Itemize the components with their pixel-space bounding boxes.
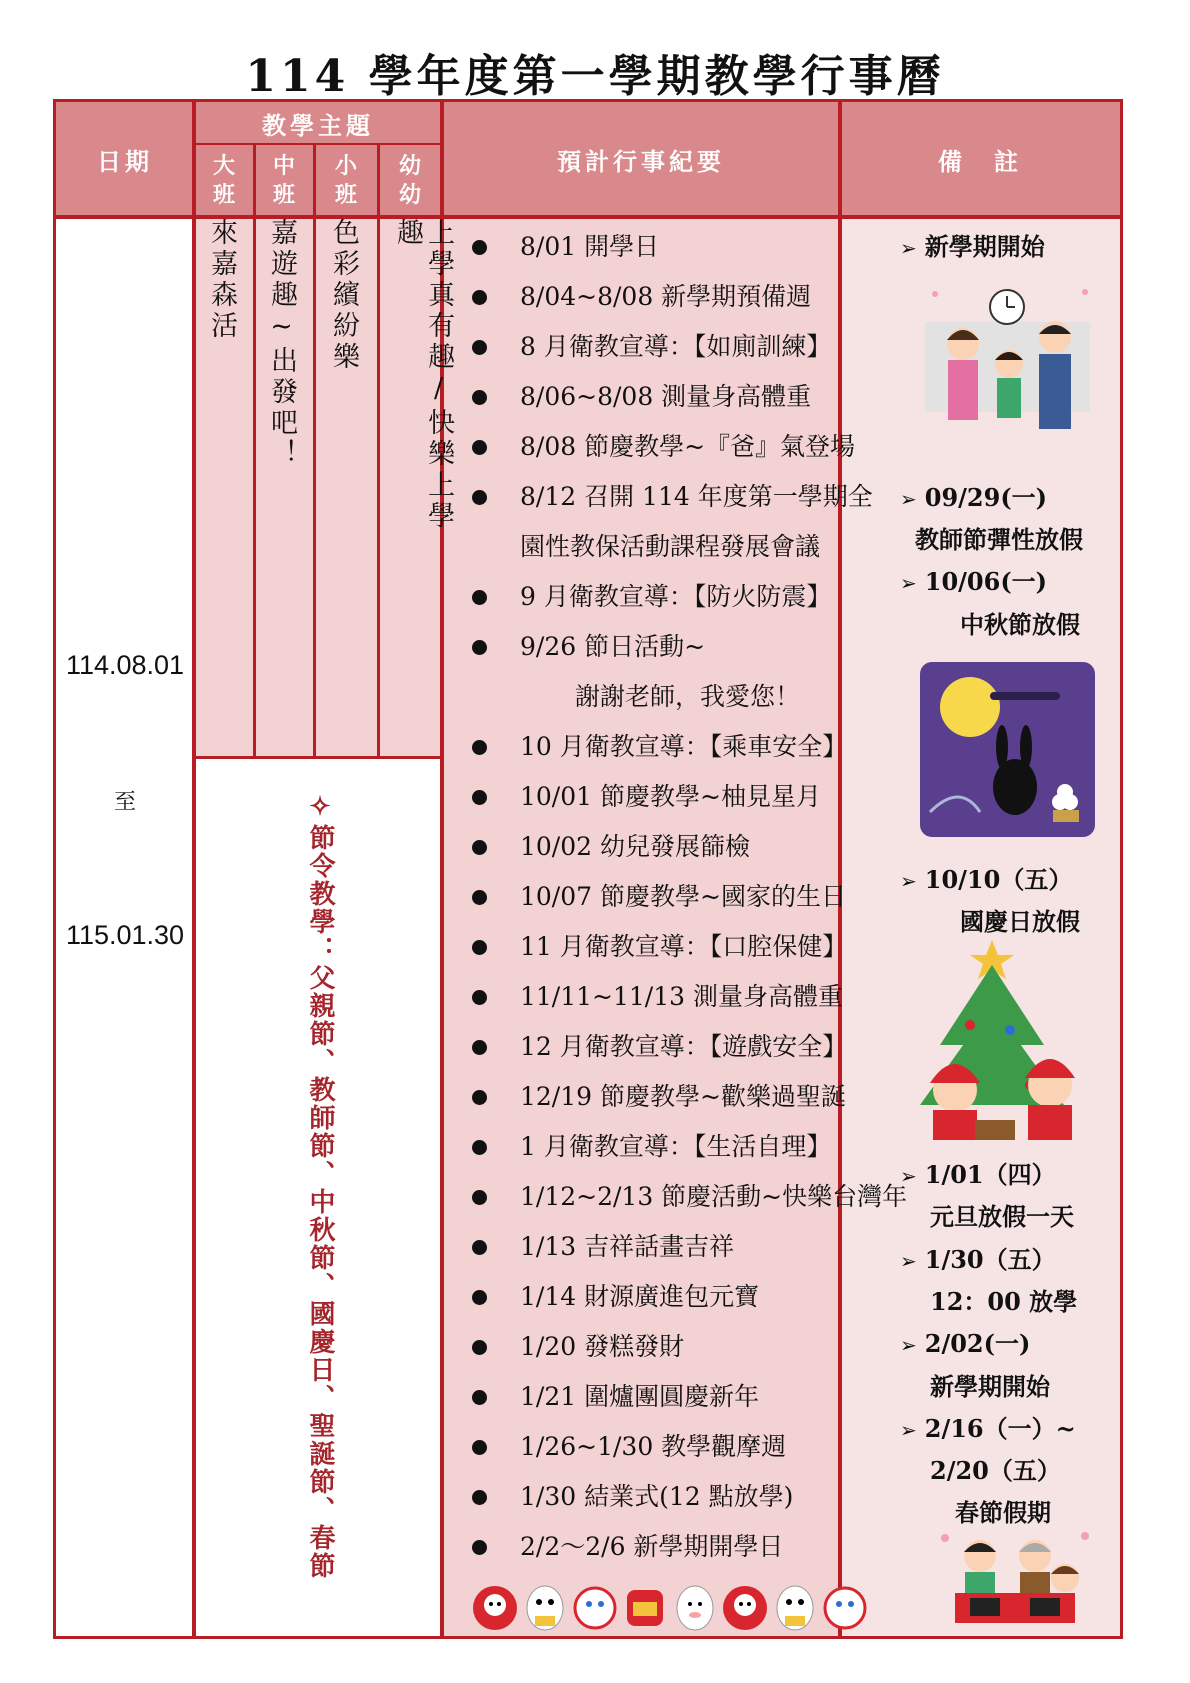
theme-header: 教學主題 <box>262 110 374 140</box>
list-item: 10 月衛教宣導：【乘車安全】 <box>460 722 890 772</box>
note-semester-end-desc: 12：00 放學 <box>930 1287 1078 1316</box>
page-title: 114 學年度第一學期教學行事曆 <box>245 51 945 102</box>
note-new-year-desc: 元旦放假一天 <box>930 1202 1074 1231</box>
bullet-icon <box>472 1290 487 1305</box>
list-item: 1 月衛教宣導：【生活自理】 <box>460 1122 890 1172</box>
note-spring-festival-dates: 2/20（五） <box>930 1456 1061 1485</box>
bullet-icon <box>472 1390 487 1405</box>
list-item: 1/30 結業式(12 點放學) <box>460 1472 890 1522</box>
list-item: 1/13 吉祥話畫吉祥 <box>460 1222 890 1272</box>
bullet-icon <box>472 640 487 655</box>
arrow-icon: ➢ <box>900 236 917 260</box>
note-next-semester-desc: 新學期開始 <box>930 1372 1050 1401</box>
bullet-icon <box>472 240 487 255</box>
notes-header: 備 註 <box>938 147 1022 176</box>
arrow-icon: ➢ <box>900 487 917 511</box>
theme-big-class: 來嘉森活 <box>206 218 238 342</box>
bullet-icon <box>472 290 487 305</box>
family-illustration-icon <box>915 282 1100 452</box>
list-item: 8/12 召開 114 年度第一學期全 <box>460 472 890 522</box>
list-item: 10/01 節慶教學~柚見星月 <box>460 772 890 822</box>
bullet-icon <box>472 990 487 1005</box>
bullet-icon <box>472 1340 487 1355</box>
list-item: 1/20 發糕發財 <box>460 1322 890 1372</box>
bullet-icon <box>472 1090 487 1105</box>
list-item: 1/21 圍爐團圓慶新年 <box>460 1372 890 1422</box>
list-item: 1/14 財源廣進包元寶 <box>460 1272 890 1322</box>
list-item: 1/12~2/13 節慶活動~快樂台灣年 <box>460 1172 890 1222</box>
event-list <box>460 222 908 1572</box>
class-header-big: 大 班 <box>212 152 235 208</box>
list-item: 10/02 幼兒發展篩檢 <box>460 822 890 872</box>
note-teachers-day-desc: 教師節彈性放假 <box>915 525 1083 554</box>
arrow-icon: ➢ <box>900 1333 917 1357</box>
events-header: 預計行事紀要 <box>557 147 725 176</box>
class-header-mid: 中 班 <box>272 152 295 208</box>
note-spring-festival-desc: 春節假期 <box>955 1498 1051 1527</box>
new-year-family-illustration-icon <box>935 1528 1095 1633</box>
note-next-semester: ➢ 2/02(一) <box>900 1329 1031 1358</box>
note-semester-end: ➢ 1/30（五） <box>900 1245 1056 1274</box>
bullet-icon <box>472 1490 487 1505</box>
list-item: 9/26 節日活動~ <box>460 622 890 672</box>
list-item-continuation: 園性教保活動課程發展會議 <box>520 532 821 561</box>
bullet-icon <box>472 790 487 805</box>
note-spring-festival: ➢ 2/16（一）~ <box>900 1414 1076 1443</box>
list-item-continuation: 謝謝老師，我愛您！ <box>575 682 801 711</box>
list-item: 12 月衛教宣導：【遊戲安全】 <box>460 1022 890 1072</box>
bullet-icon <box>472 1040 487 1055</box>
arrow-icon: ➢ <box>900 1249 917 1273</box>
list-item: 1/26~1/30 教學觀摩週 <box>460 1422 890 1472</box>
bullet-icon <box>472 1540 487 1555</box>
date-header: 日期 <box>97 147 153 176</box>
bullet-icon <box>472 740 487 755</box>
bullet-icon <box>472 840 487 855</box>
arrow-icon: ➢ <box>900 1164 917 1188</box>
bullet-icon <box>472 1240 487 1255</box>
note-new-semester: ➢ 新學期開始 <box>900 232 1045 261</box>
date-separator: 至 <box>113 790 136 815</box>
list-item: 12/19 節慶教學~歡樂過聖誕 <box>460 1072 890 1122</box>
new-year-mascots-row-icon <box>470 1580 870 1635</box>
arrow-icon: ➢ <box>900 869 917 893</box>
festival-teaching: ✧節令教學：父親節、教師節、中秋節、國慶日、聖誕節、春節 <box>305 792 335 1580</box>
note-mid-autumn: ➢ 10/06(一) <box>900 567 1048 596</box>
end-date: 115.01.30 <box>65 920 185 950</box>
list-item: 8 月衛教宣導：【如廁訓練】 <box>460 322 890 372</box>
bullet-icon <box>472 490 487 505</box>
theme-mid-class: 嘉遊趣~出發吧！ <box>266 218 298 470</box>
arrow-icon: ➢ <box>900 571 917 595</box>
list-item: 11/11~11/13 測量身高體重 <box>460 972 890 1022</box>
christmas-tree-illustration-icon <box>900 935 1115 1145</box>
list-item: 2/2～2/6 新學期開學日 <box>460 1522 890 1572</box>
bullet-icon <box>472 390 487 405</box>
note-new-year: ➢ 1/01（四） <box>900 1160 1056 1189</box>
bullet-icon <box>472 1440 487 1455</box>
bullet-icon <box>472 890 487 905</box>
bullet-icon <box>472 440 487 455</box>
note-mid-autumn-desc: 中秋節放假 <box>960 610 1080 639</box>
bullet-icon <box>472 590 487 605</box>
class-header-toddler: 幼 幼 <box>398 152 421 208</box>
list-item: 10/07 節慶教學~國家的生日 <box>460 872 890 922</box>
arrow-icon: ➢ <box>900 1418 917 1442</box>
note-national-day-desc: 國慶日放假 <box>960 907 1080 936</box>
note-teachers-day: ➢ 09/29(一) <box>900 483 1048 512</box>
list-item: 8/06~8/08 測量身高體重 <box>460 372 890 422</box>
bullet-icon <box>472 340 487 355</box>
list-item: 8/04~8/08 新學期預備週 <box>460 272 890 322</box>
bullet-icon <box>472 1140 487 1155</box>
bullet-icon <box>472 1190 487 1205</box>
list-item: 11 月衛教宣導：【口腔保健】 <box>460 922 890 972</box>
note-national-day: ➢ 10/10（五） <box>900 865 1073 894</box>
list-item: 8/08 節慶教學~『爸』氣登場 <box>460 422 890 472</box>
list-item: 8/01 開學日 <box>460 222 890 272</box>
list-item: 9 月衛教宣導：【防火防震】 <box>460 572 890 622</box>
theme-toddler-class: 上學真有趣/快樂上學趣 <box>392 218 455 532</box>
bullet-icon <box>472 940 487 955</box>
moon-rabbit-illustration-icon <box>920 662 1095 837</box>
class-header-small: 小 班 <box>334 152 357 208</box>
start-date: 114.08.01 <box>65 650 185 680</box>
theme-small-class: 色彩繽紛樂 <box>328 218 360 373</box>
